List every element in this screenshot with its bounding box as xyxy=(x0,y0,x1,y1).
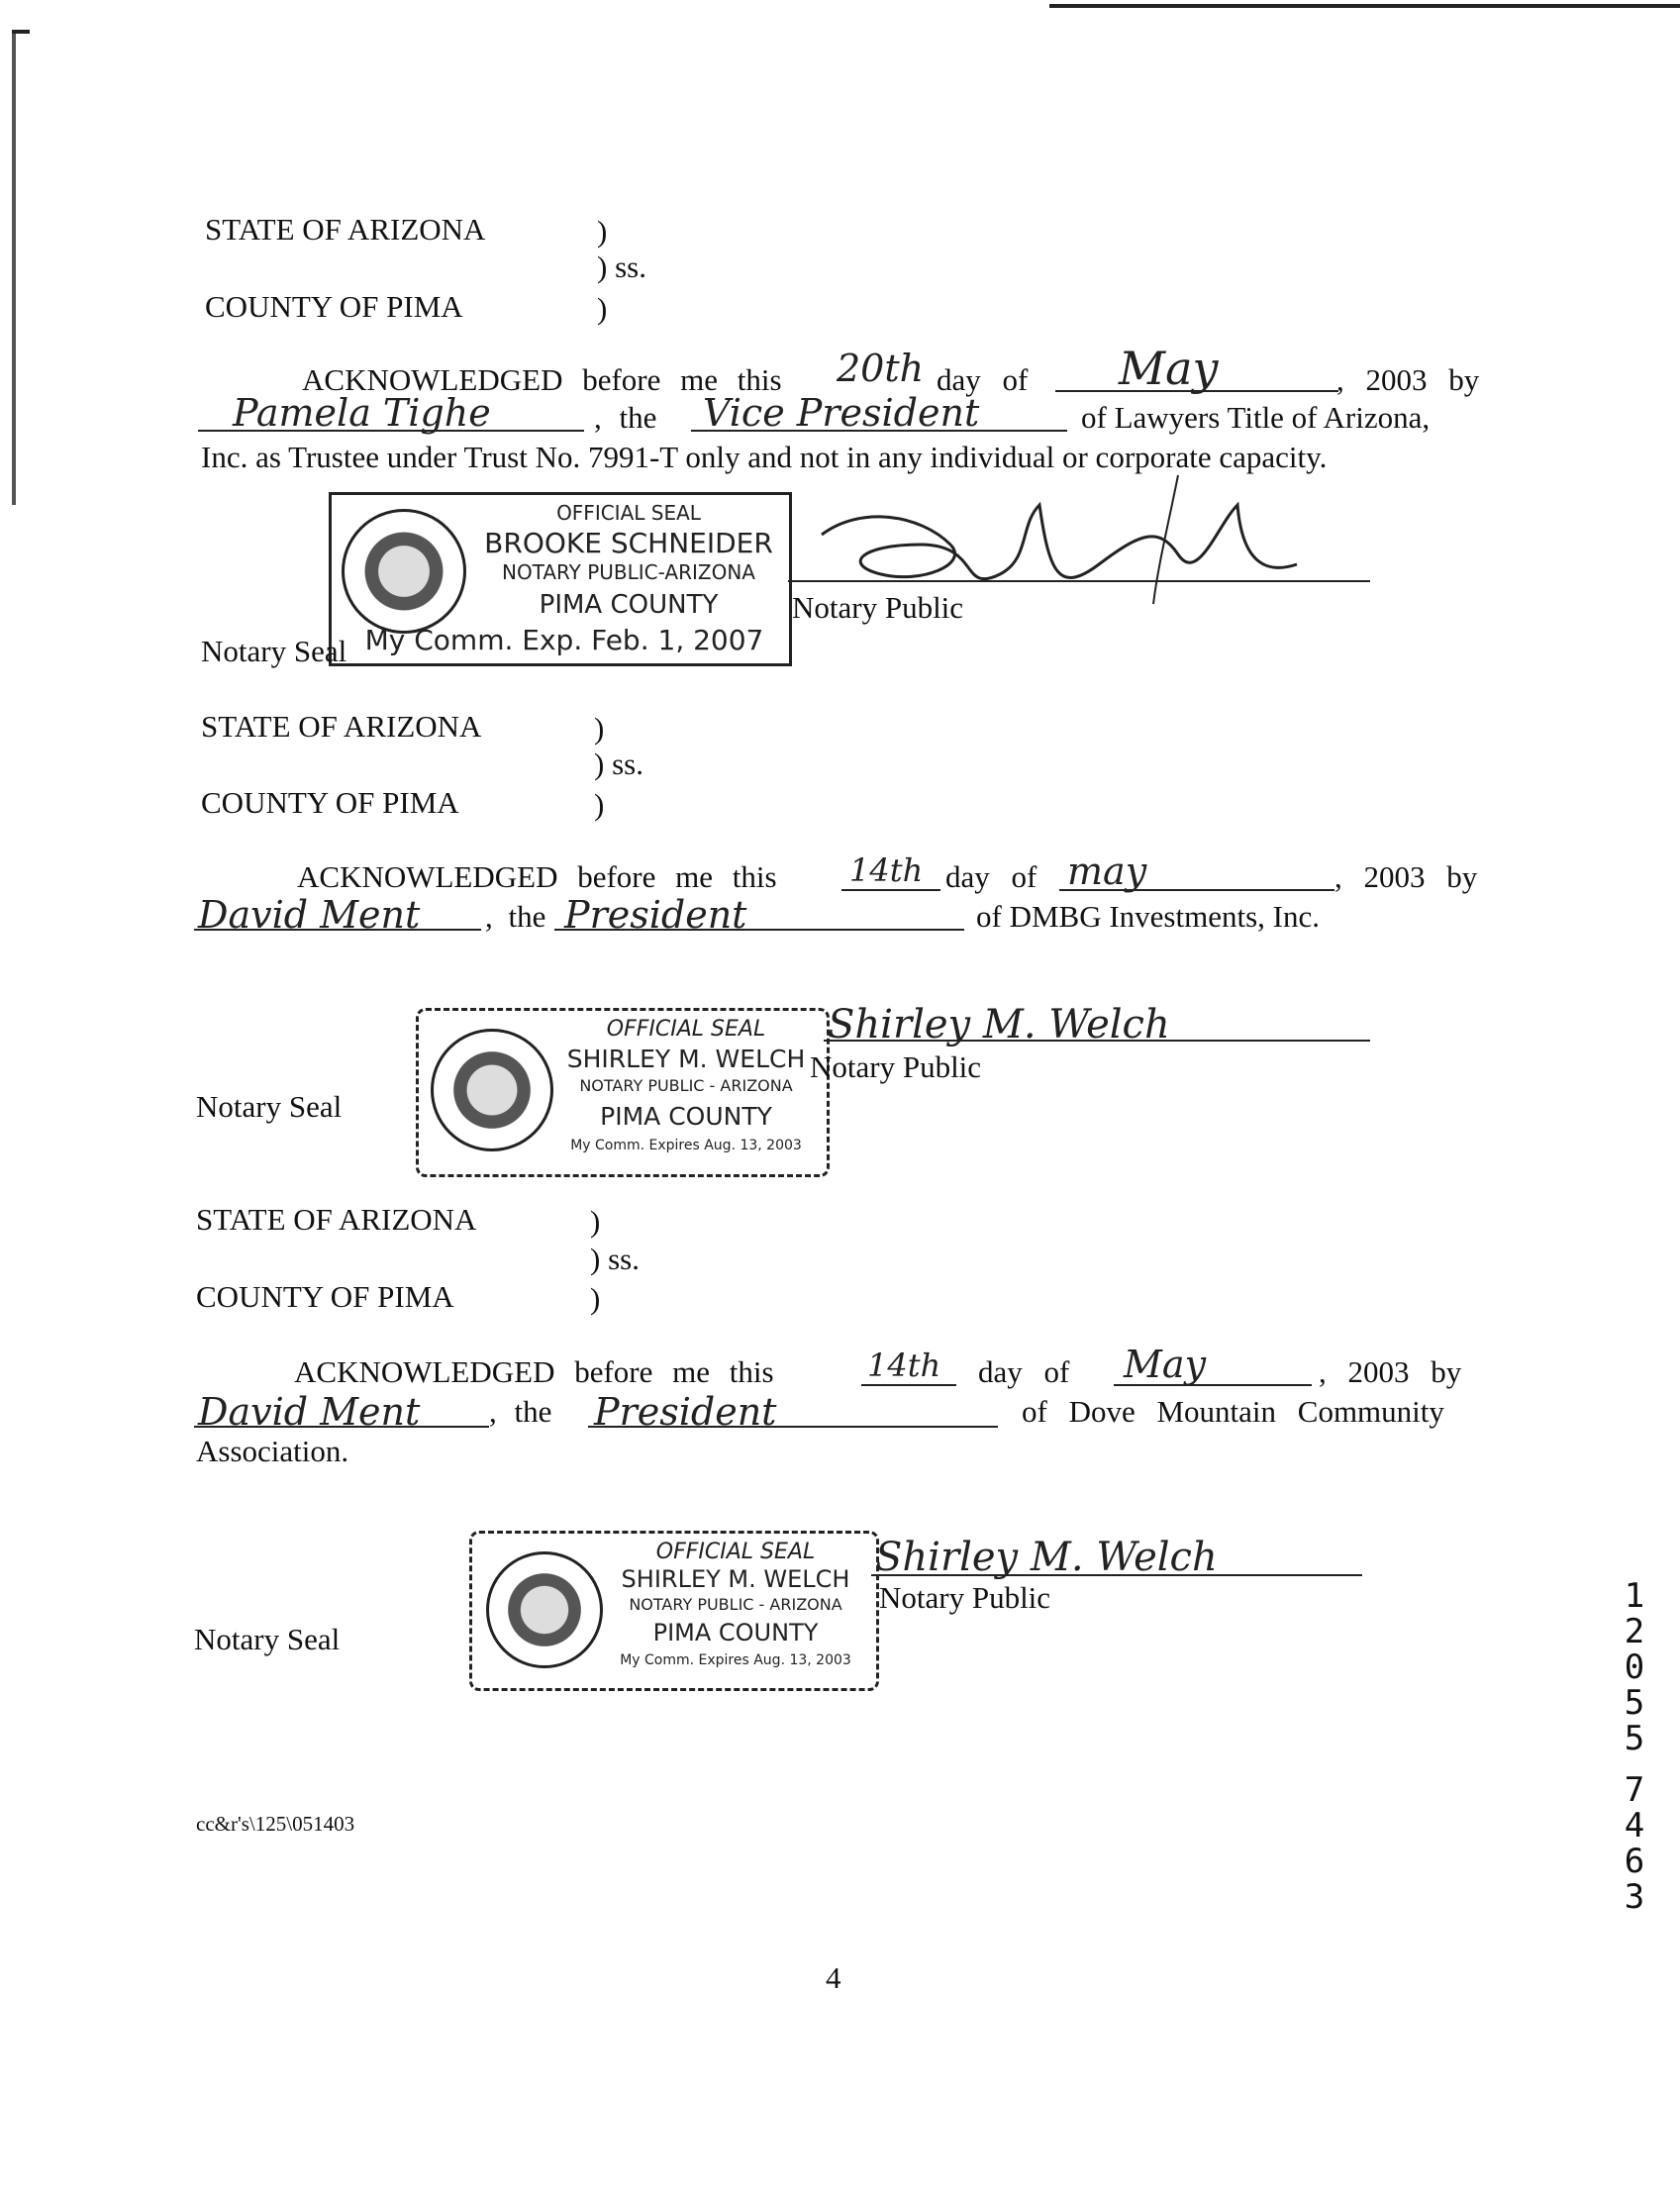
stamp-line-4: PIMA COUNTY xyxy=(652,1619,819,1646)
handwritten-month: May xyxy=(1124,1343,1207,1386)
day-of-text: day of xyxy=(945,859,1038,894)
scan-left-corner-tick xyxy=(12,30,30,34)
stamp-line-3: NOTARY PUBLIC-ARIZONA xyxy=(501,560,755,584)
page-number: 4 xyxy=(826,1960,841,1995)
organization-continued: Association. xyxy=(196,1434,349,1468)
recording-digit: 2 xyxy=(1624,1612,1645,1651)
the-text: , the xyxy=(485,899,546,934)
year-by-text: , 2003 by xyxy=(1336,362,1480,397)
stamp-line-2: BROOKE SCHNEIDER xyxy=(484,527,773,559)
recording-digit: 7 xyxy=(1624,1770,1645,1810)
the-text: , the xyxy=(489,1394,552,1429)
notary-seal-label: Notary Seal xyxy=(196,1089,343,1124)
county-label: COUNTY OF PIMA xyxy=(196,1279,454,1314)
acknowledgment-text: ACKNOWLEDGED before me this xyxy=(294,1354,774,1389)
acknowledgment-text: ACKNOWLEDGED before me this xyxy=(297,859,777,894)
notary-signature-text: Shirley M. Welch xyxy=(875,1535,1218,1580)
organization-text: of Lawyers Title of Arizona, xyxy=(1081,400,1431,435)
county-label: COUNTY OF PIMA xyxy=(205,289,463,324)
recording-digit: 1 xyxy=(1624,1576,1645,1616)
stamp-line-5: My Comm. Exp. Feb. 1, 2007 xyxy=(364,624,764,656)
stamp-line-5: My Comm. Expires Aug. 13, 2003 xyxy=(570,1138,802,1153)
recording-digit: 3 xyxy=(1624,1877,1645,1917)
venue-paren: ) xyxy=(590,1281,601,1316)
notary-stamp xyxy=(329,492,792,666)
day-blank xyxy=(841,889,940,891)
recording-digit: 5 xyxy=(1624,1683,1645,1723)
handwritten-day: 14th xyxy=(849,851,924,889)
recording-number-top xyxy=(1620,1578,1649,1756)
handwritten-day: 14th xyxy=(867,1347,941,1384)
handwritten-title: Vice President xyxy=(703,391,980,435)
handwritten-month: May xyxy=(1119,342,1219,395)
notary-stamp xyxy=(416,1008,830,1177)
recording-digit: 5 xyxy=(1624,1719,1645,1758)
file-reference: cc&r's\125\051403 xyxy=(196,1812,355,1836)
day-of-text: day of xyxy=(937,362,1029,397)
notary-public-label: Notary Public xyxy=(810,1049,982,1084)
day-of-text: day of xyxy=(978,1354,1070,1389)
notary-public-label: Notary Public xyxy=(879,1580,1051,1615)
state-seal-emblem xyxy=(486,1551,603,1668)
venue-paren: ) xyxy=(590,1204,601,1239)
recording-digit: 0 xyxy=(1624,1647,1645,1687)
stamp-line-2: SHIRLEY M. WELCH xyxy=(566,1045,806,1073)
scan-left-corner-mark xyxy=(12,30,16,505)
handwritten-name: Pamela Tighe xyxy=(233,391,491,435)
recording-number-bottom xyxy=(1620,1772,1649,1915)
stamp-line-3: NOTARY PUBLIC - ARIZONA xyxy=(579,1076,793,1095)
stamp-line-5: My Comm. Expires Aug. 13, 2003 xyxy=(620,1652,851,1668)
venue-ss: ) ss. xyxy=(590,1242,640,1276)
recording-digit: 6 xyxy=(1624,1842,1645,1881)
stamp-line-1: OFFICIAL SEAL xyxy=(655,1540,816,1564)
venue-ss: ) ss. xyxy=(594,747,643,781)
venue-paren: ) xyxy=(594,787,605,822)
venue-paren: ) xyxy=(594,711,605,746)
stamp-line-3: NOTARY PUBLIC - ARIZONA xyxy=(629,1595,842,1614)
handwritten-title: President xyxy=(594,1390,777,1434)
state-label: STATE OF ARIZONA xyxy=(196,1202,477,1237)
organization-text: of Dove Mountain Community xyxy=(1022,1394,1444,1429)
notary-seal-label: Notary Seal xyxy=(201,634,347,668)
state-label: STATE OF ARIZONA xyxy=(205,212,486,247)
state-seal-emblem xyxy=(431,1029,553,1151)
handwritten-title: President xyxy=(564,893,747,937)
scan-top-edge-line xyxy=(1049,4,1680,8)
stamp-line-4: PIMA COUNTY xyxy=(600,1102,772,1131)
venue-ss: ) ss. xyxy=(597,249,646,284)
handwritten-day: 20th xyxy=(837,347,925,390)
venue-paren: ) xyxy=(597,291,608,326)
acknowledgment-text: ACKNOWLEDGED before me this xyxy=(302,362,782,397)
notary-public-label: Notary Public xyxy=(792,590,964,625)
stamp-line-4: PIMA COUNTY xyxy=(539,590,719,620)
stamp-line-1: OFFICIAL SEAL xyxy=(556,501,701,525)
organization-text: of DMBG Investments, Inc. xyxy=(976,899,1320,934)
handwritten-month: may xyxy=(1067,849,1147,893)
notary-stamp xyxy=(469,1531,879,1691)
stamp-line-2: SHIRLEY M. WELCH xyxy=(621,1565,850,1593)
handwritten-name: David Ment xyxy=(198,1390,421,1434)
the-text: , the xyxy=(594,400,657,435)
state-label: STATE OF ARIZONA xyxy=(201,709,482,744)
county-label: COUNTY OF PIMA xyxy=(201,785,459,820)
venue-paren: ) xyxy=(597,214,608,249)
day-blank xyxy=(861,1384,956,1386)
handwritten-name: David Ment xyxy=(198,893,421,937)
year-by-text: , 2003 by xyxy=(1319,1354,1462,1389)
recording-digit: 4 xyxy=(1624,1806,1645,1846)
notary-seal-label: Notary Seal xyxy=(194,1622,341,1656)
capacity-text: Inc. as Trustee under Trust No. 7991-T only and not in any individual or corporate capacity. xyxy=(201,440,1328,474)
stamp-line-1: OFFICIAL SEAL xyxy=(606,1017,766,1042)
state-seal-emblem xyxy=(342,509,466,634)
notary-signature-text: Shirley M. Welch xyxy=(828,1002,1170,1048)
year-by-text: , 2003 by xyxy=(1334,859,1478,894)
